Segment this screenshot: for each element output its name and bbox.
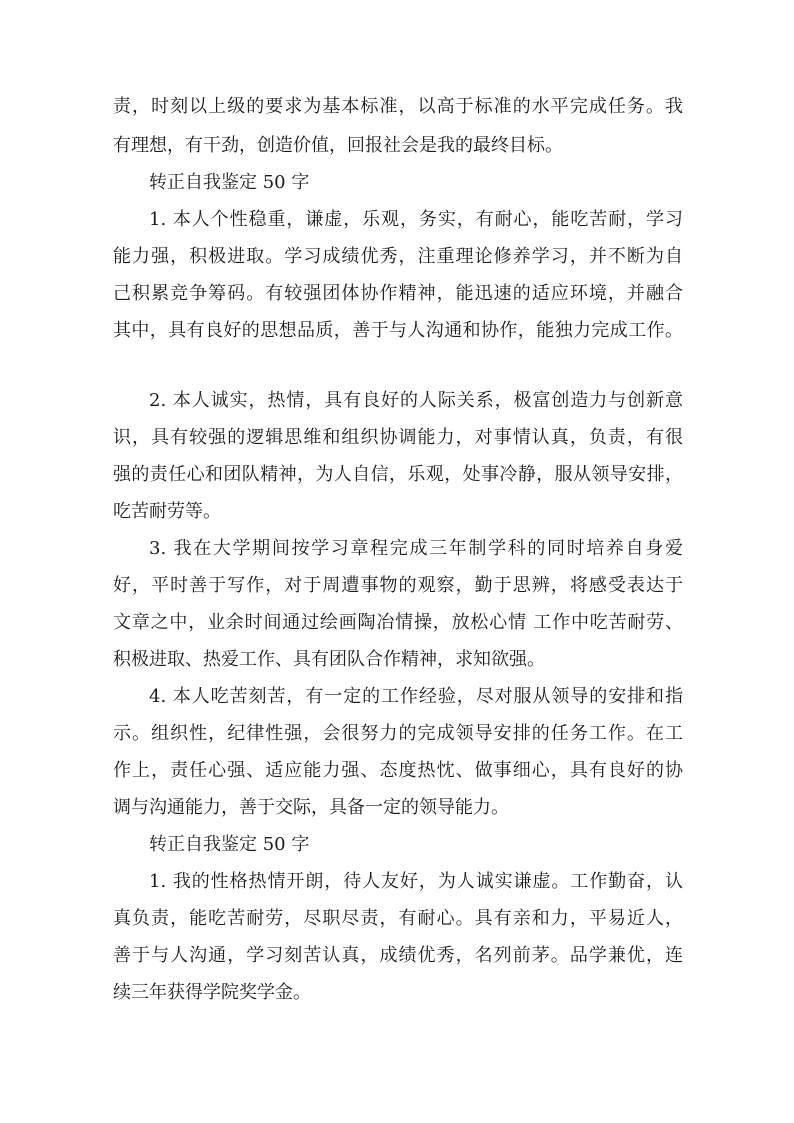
paragraph-4-line-1: 4. 本人吃苦刻苦，有一定的工作经验，尽对服从领导的安排和指	[149, 686, 683, 707]
paragraph-1-line-4: 其中，具有良好的思想品质，善于与人沟通和协作，能独力完成工作。	[113, 320, 683, 341]
paragraph-1-line-1: 1. 本人个性稳重，谦虚，乐观，务实，有耐心，能吃苦耐，学习	[149, 209, 683, 230]
text-line-2: 有理想，有干劲，创造价值，回报社会是我的最终目标。	[113, 135, 563, 156]
paragraph-5-line-4: 续三年获得学院奖学金。	[113, 982, 311, 1003]
paragraph-5-line-3: 善于与人沟通，学习刻苦认真，成绩优秀，名列前茅。品学兼优，连	[113, 945, 683, 966]
paragraph-1-line-3: 己积累竞争筹码。有较强团体协作精神，能迅速的适应环境，并融合	[113, 283, 683, 304]
paragraph-4-line-4: 调与沟通能力，善于交际，具备一定的领导能力。	[113, 797, 509, 818]
paragraph-1-line-2: 能力强，积极进取。学习成绩优秀，注重理论修养学习，并不断为自	[113, 246, 683, 267]
paragraph-2-line-3: 强的责任心和团队精神，为人自信，乐观，处事冷静，服从领导安排，	[113, 464, 683, 485]
paragraph-4-line-3: 作上，责任心强、适应能力强、态度热忱、做事细心，具有良好的协	[113, 760, 683, 781]
paragraph-3-line-3: 文章之中，业余时间通过绘画陶冶情操，放松心情 工作中吃苦耐劳、	[113, 612, 683, 633]
paragraph-3-line-2: 好，平时善于写作，对于周遭事物的观察，勤于思辨，将感受表达于	[113, 575, 683, 596]
paragraph-3-line-4: 积极进取、热爱工作、具有团队合作精神，求知欲强。	[113, 649, 545, 670]
paragraph-2-line-1: 2. 本人诚实，热情，具有良好的人际关系，极富创造力与创新意	[149, 390, 683, 411]
paragraph-3-line-1: 3. 我在大学期间按学习章程完成三年制学科的同时培养自身爱	[149, 538, 683, 559]
paragraph-2-line-4: 吃苦耐劳等。	[113, 501, 221, 522]
paragraph-5-line-1: 1. 我的性格热情开朗，待人友好，为人诚实谦虚。工作勤奋，认	[149, 871, 683, 892]
text-line-1: 责，时刻以上级的要求为基本标准，以高于标准的水平完成任务。我	[113, 96, 683, 117]
section-heading-1: 转正自我鉴定 50 字	[149, 172, 310, 193]
paragraph-4-line-2: 示。组织性，纪律性强，会很努力的完成领导安排的任务工作。在工	[113, 723, 683, 744]
paragraph-5-line-2: 真负责，能吃苦耐劳，尽职尽责，有耐心。具有亲和力，平易近人，	[113, 908, 683, 929]
paragraph-2-line-2: 识，具有较强的逻辑思维和组织协调能力，对事情认真，负责，有很	[113, 427, 683, 448]
section-heading-2: 转正自我鉴定 50 字	[149, 834, 310, 855]
